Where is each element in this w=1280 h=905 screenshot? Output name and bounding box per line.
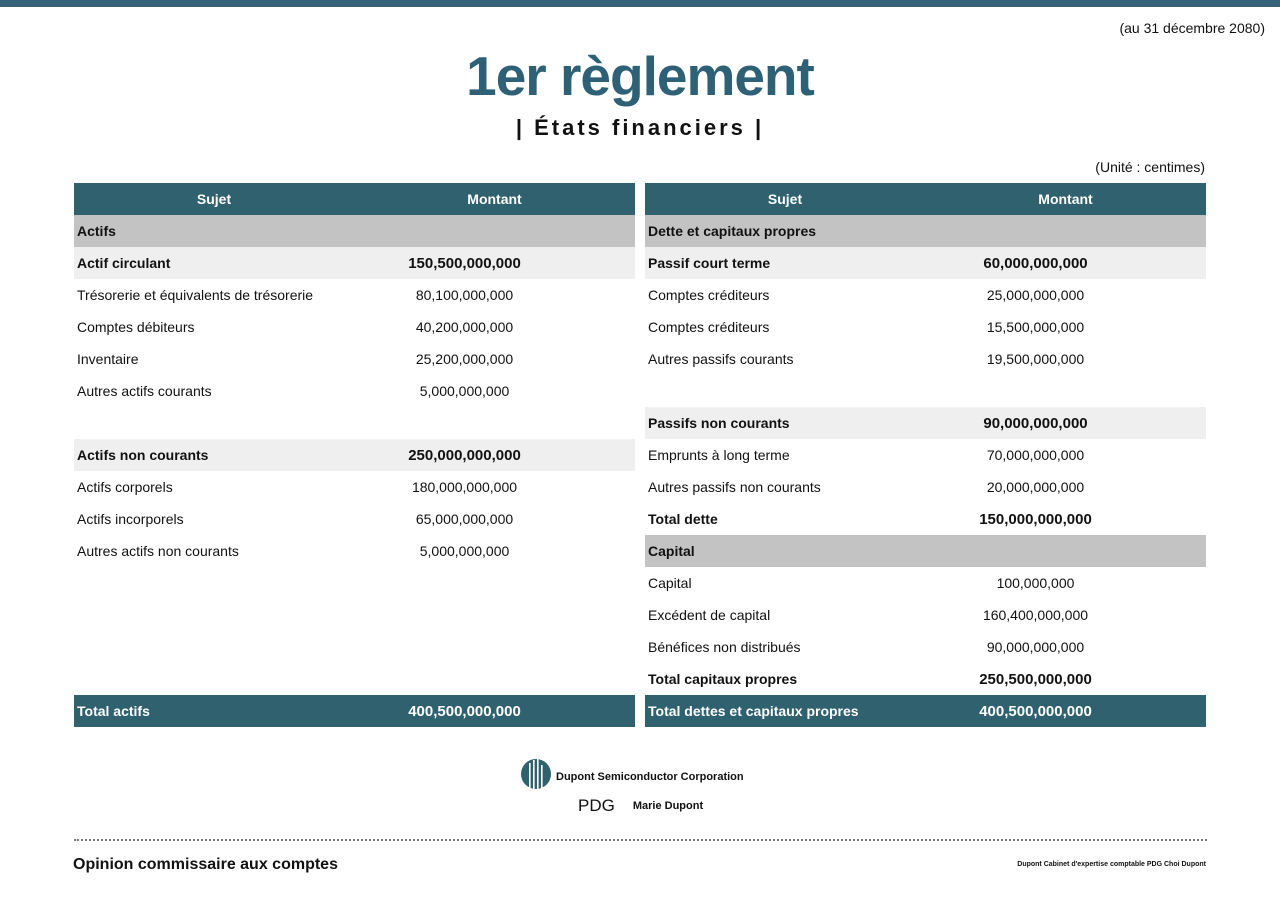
row-label: Comptes créditeurs [648, 287, 770, 303]
table-header [74, 183, 635, 215]
row-amount: 15,500,000,000 [986, 319, 1085, 335]
table-row [74, 535, 635, 567]
row-amount: 65,000,000,000 [415, 511, 514, 527]
row-label: Total dette [648, 511, 718, 527]
row-label: Passifs non courants [648, 415, 790, 431]
unit-label: (Unité : centimes) [1095, 159, 1205, 175]
table-row [74, 247, 635, 279]
row-label: Capital [648, 575, 692, 591]
row-label: Emprunts à long terme [648, 447, 790, 463]
row-label: Actifs non courants [77, 447, 209, 463]
row-label: Actifs corporels [77, 479, 173, 495]
row-label: Trésorerie et équivalents de trésorerie [77, 287, 314, 303]
table-row [645, 215, 1206, 247]
table-row [74, 631, 635, 663]
table-row [74, 567, 635, 599]
row-label: Capital [648, 543, 695, 559]
row-amount: 90,000,000,000 [983, 414, 1088, 432]
row-amount: 400,500,000,000 [979, 702, 1092, 720]
table-row [645, 439, 1206, 471]
row-label: Dette et capitaux propres [648, 223, 817, 239]
row-label: Inventaire [77, 351, 139, 367]
table-row [645, 343, 1206, 375]
signer-role: PDG [578, 796, 615, 815]
auditor-firm: Dupont Cabinet d'expertise comptable PDG Choi Dupont [1017, 861, 1206, 868]
auditor-opinion-heading: Opinion commissaire aux comptes [73, 856, 338, 873]
row-label: Total actifs [77, 703, 150, 719]
row-amount: 25,000,000,000 [986, 287, 1085, 303]
table-row [74, 471, 635, 503]
company-block [521, 757, 744, 796]
row-label: Autres passifs non courants [648, 479, 821, 495]
row-label: Passif court terme [648, 255, 771, 271]
row-label: Bénéfices non distribués [648, 639, 801, 655]
table-row [645, 375, 1206, 407]
row-amount: 180,000,000,000 [411, 479, 518, 495]
building-logo-icon [521, 757, 551, 796]
table-row [645, 407, 1206, 439]
row-amount: 90,000,000,000 [986, 639, 1085, 655]
table-row [645, 567, 1206, 599]
table-row [645, 535, 1206, 567]
row-label: Excédent de capital [648, 607, 771, 623]
row-label: Actifs [77, 223, 116, 239]
assets-table [74, 183, 635, 727]
table-row [74, 439, 635, 471]
row-amount: 20,000,000,000 [986, 479, 1085, 495]
row-label: Comptes créditeurs [648, 319, 770, 335]
table-row [645, 599, 1206, 631]
table-row [74, 279, 635, 311]
row-amount: 400,500,000,000 [408, 702, 521, 720]
row-amount: 150,000,000,000 [979, 510, 1092, 528]
row-label: Actif circulant [77, 255, 171, 271]
table-row [74, 695, 635, 727]
table-row [645, 311, 1206, 343]
table-row [74, 375, 635, 407]
row-amount: 5,000,000,000 [419, 543, 510, 559]
table-row [645, 631, 1206, 663]
table-row [74, 407, 635, 439]
row-amount: 5,000,000,000 [419, 383, 510, 399]
row-amount: 160,400,000,000 [982, 607, 1089, 623]
row-label: Comptes débiteurs [77, 319, 195, 335]
row-amount: 60,000,000,000 [983, 254, 1088, 272]
dotted-divider [74, 839, 1207, 841]
page-subtitle: | États financiers | [515, 115, 765, 140]
statement-date: (au 31 décembre 2080) [1119, 20, 1265, 36]
company-name: Dupont Semiconductor Corporation [556, 770, 744, 783]
table-row [645, 279, 1206, 311]
table-row [74, 215, 635, 247]
row-label: Autres actifs non courants [77, 543, 239, 559]
column-header-amount: Montant [467, 191, 522, 207]
liabilities-table [645, 183, 1206, 727]
row-amount: 70,000,000,000 [986, 447, 1085, 463]
table-header [645, 183, 1206, 215]
row-amount: 250,500,000,000 [979, 670, 1092, 688]
row-label: Total dettes et capitaux propres [648, 703, 859, 719]
row-label: Total capitaux propres [648, 671, 798, 687]
table-row [74, 503, 635, 535]
row-label: Autres actifs courants [77, 383, 212, 399]
column-header-subject: Sujet [196, 191, 232, 207]
signer-name: Marie Dupont [632, 800, 704, 812]
row-amount: 19,500,000,000 [986, 351, 1085, 367]
table-row [645, 695, 1206, 727]
row-amount: 250,000,000,000 [408, 446, 521, 464]
signature-block [578, 796, 703, 816]
row-label: Autres passifs courants [648, 351, 794, 367]
row-amount: 25,200,000,000 [415, 351, 514, 367]
table-row [74, 599, 635, 631]
table-row [74, 311, 635, 343]
table-row [645, 663, 1206, 695]
page-title: 1er règlement [466, 45, 814, 107]
table-row [645, 503, 1206, 535]
table-row [74, 343, 635, 375]
row-amount: 40,200,000,000 [415, 319, 514, 335]
row-amount: 80,100,000,000 [415, 287, 514, 303]
top-accent-bar [0, 0, 1280, 7]
row-amount: 150,500,000,000 [408, 254, 521, 272]
table-row [74, 663, 635, 695]
column-header-subject: Sujet [767, 191, 803, 207]
row-label: Actifs incorporels [77, 511, 184, 527]
row-amount: 100,000,000 [996, 575, 1075, 591]
table-row [645, 471, 1206, 503]
table-row [645, 247, 1206, 279]
column-header-amount: Montant [1038, 191, 1093, 207]
